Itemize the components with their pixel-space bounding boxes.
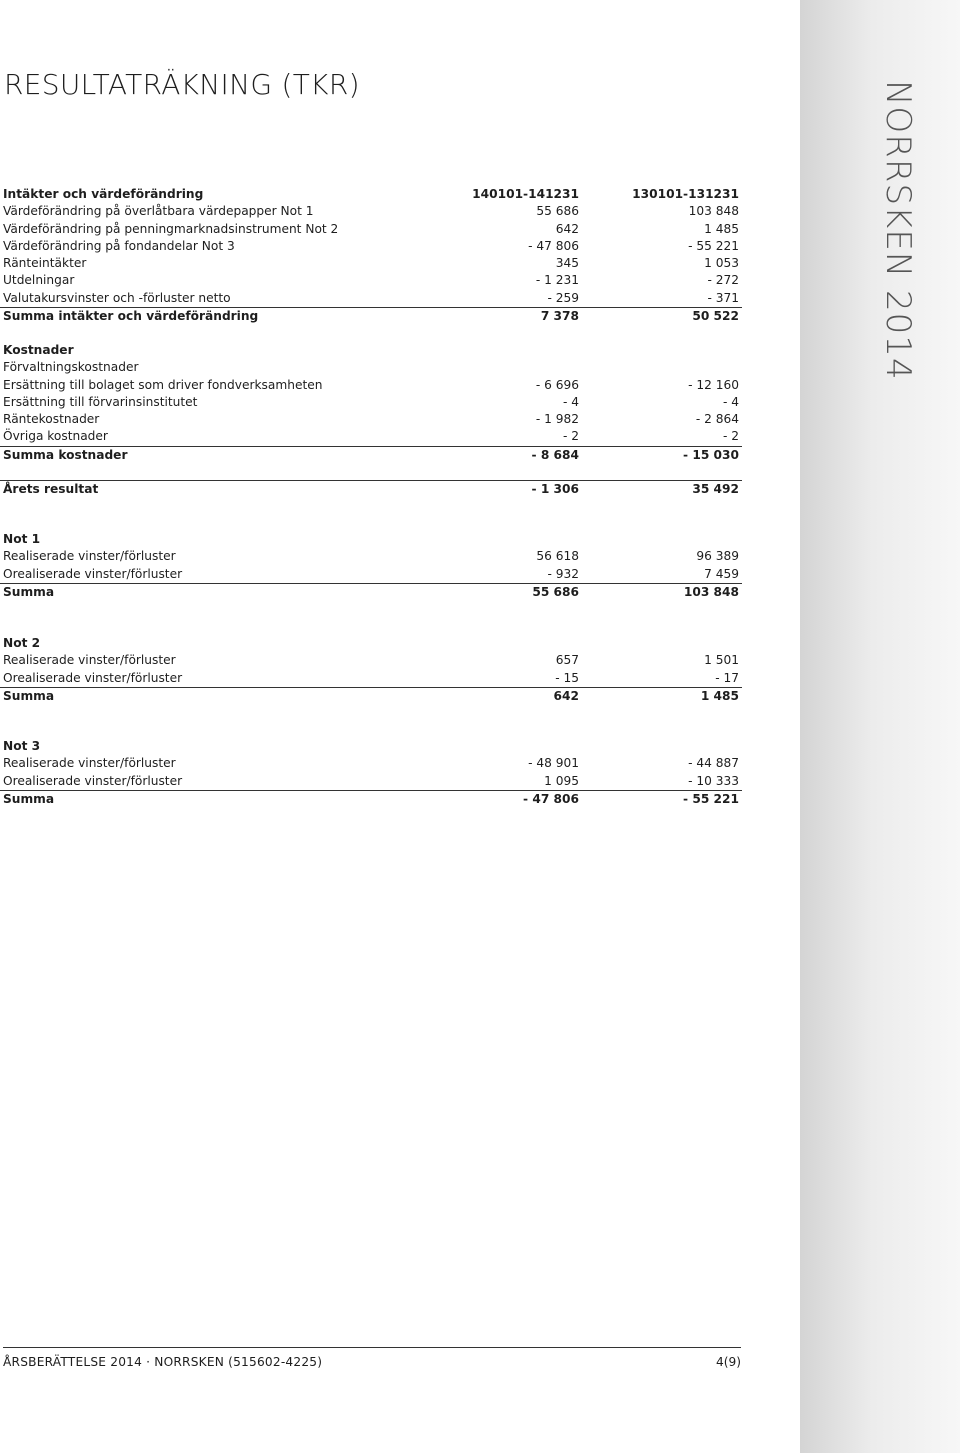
note-1-table — [0, 531, 742, 601]
row-label: Not 1 — [3, 532, 41, 546]
value-2013: - 17 — [715, 670, 739, 685]
value-2014: 56 618 — [536, 549, 579, 564]
value-2013: 7 459 — [704, 566, 739, 581]
value-2013: - 2 864 — [695, 412, 739, 427]
row-label: Värdeförändring på fondandelar Not 3 — [3, 238, 235, 253]
table-row — [0, 203, 742, 220]
value-2014: 657 — [555, 653, 579, 668]
row-label: Orealiserade vinster/förluster — [3, 566, 183, 581]
total-row — [0, 583, 742, 601]
value-2014: - 48 901 — [528, 756, 579, 771]
row-label: Förvaltningskostnader — [3, 360, 139, 375]
value-2013: 1 485 — [704, 221, 739, 236]
value-2013: 130101-131231 — [632, 187, 739, 201]
value-2014: - 2 — [562, 429, 579, 444]
row-label: Summa intäkter och värdeförändring — [3, 309, 259, 324]
value-2013: - 4 — [722, 394, 739, 409]
value-2014: - 1 231 — [535, 273, 579, 288]
value-2013: 1 501 — [704, 653, 739, 668]
total-row — [0, 790, 742, 808]
row-label: Summa — [3, 791, 55, 806]
row-label: Ersättning till förvarinsinstitutet — [3, 394, 198, 409]
row-label: Orealiserade vinster/förluster — [3, 670, 183, 685]
row-label: Realiserade vinster/förluster — [3, 549, 176, 564]
page-number: 4(9) — [715, 1355, 741, 1369]
value-2014: - 6 696 — [535, 377, 579, 392]
value-2014: - 47 806 — [523, 791, 579, 806]
value-2013: - 2 — [722, 429, 739, 444]
table-row — [0, 773, 742, 790]
row-label: Ränteintäkter — [3, 256, 87, 271]
table-row — [0, 566, 742, 583]
value-2013: - 44 887 — [688, 756, 739, 771]
value-2013: - 55 221 — [683, 791, 739, 806]
table-row — [0, 255, 742, 272]
value-2014: - 259 — [547, 290, 579, 305]
value-2014: - 8 684 — [531, 447, 579, 462]
value-2014: 1 095 — [544, 773, 579, 788]
row-label: Utdelningar — [3, 273, 75, 288]
value-2014: 55 686 — [532, 584, 579, 599]
table-row — [0, 342, 742, 359]
note-2-table — [0, 635, 742, 705]
total-row — [0, 307, 742, 325]
note-3-table — [0, 738, 742, 808]
table-row — [0, 238, 742, 255]
costs-table — [0, 342, 742, 464]
table-row — [0, 670, 742, 687]
footer-text: ÅRSBERÄTTELSE 2014 · NORRSKEN (515602-4225) — [3, 1355, 323, 1369]
table-row — [0, 272, 742, 289]
value-2013: - 10 333 — [688, 773, 739, 788]
total-row — [0, 446, 742, 464]
value-2013: - 272 — [707, 273, 739, 288]
row-label: Realiserade vinster/förluster — [3, 653, 176, 668]
page-title: RESULTATRÄKNING (TKR) — [4, 68, 360, 101]
result-table — [0, 480, 742, 498]
footer-divider — [3, 1347, 741, 1348]
table-row — [0, 359, 742, 376]
row-label: Summa — [3, 688, 55, 703]
value-2014: - 932 — [547, 566, 579, 581]
table-row — [0, 652, 742, 669]
value-2014: - 47 806 — [528, 238, 579, 253]
value-2014: - 4 — [562, 394, 579, 409]
row-label: Summa — [3, 584, 55, 599]
row-label: Not 2 — [3, 636, 41, 650]
row-label: Intäkter och värdeförändring — [3, 187, 204, 201]
value-2013: - 12 160 — [688, 377, 739, 392]
value-2013: 35 492 — [692, 482, 739, 496]
row-label: Summa kostnader — [3, 447, 128, 462]
table-row — [0, 186, 742, 203]
row-label: Orealiserade vinster/förluster — [3, 773, 183, 788]
row-label: Värdeförändring på överlåtbara värdepapper Not 1 — [3, 204, 314, 219]
row-label: Övriga kostnader — [3, 429, 108, 444]
row-label: Valutakursvinster och -förluster netto — [3, 290, 231, 305]
brand-vertical-title: NORRSKEN 2014 — [878, 80, 918, 381]
value-2013: 96 389 — [696, 549, 739, 564]
row-label: Årets resultat — [3, 482, 99, 496]
table-row — [0, 394, 742, 411]
value-2014: 7 378 — [540, 309, 579, 324]
value-2013: - 15 030 — [683, 447, 739, 462]
table-row — [0, 377, 742, 394]
row-label: Räntekostnader — [3, 412, 100, 427]
value-2013: 103 848 — [683, 584, 739, 599]
value-2014: 642 — [555, 221, 579, 236]
row-label: Värdeförändring på penningmarknadsinstrument Not 2 — [3, 221, 339, 236]
table-row — [0, 635, 742, 652]
table-row — [0, 428, 742, 445]
total-row — [0, 480, 742, 498]
table-row — [0, 738, 742, 755]
table-row — [0, 290, 742, 307]
value-2014: 55 686 — [536, 204, 579, 219]
value-2013: - 371 — [707, 290, 739, 305]
value-2013: 50 522 — [692, 309, 739, 324]
row-label: Kostnader — [3, 343, 74, 357]
table-row — [0, 755, 742, 772]
table-row — [0, 531, 742, 548]
value-2014: 642 — [553, 688, 579, 703]
income-table — [0, 186, 742, 325]
value-2014: - 1 306 — [531, 482, 579, 496]
row-label: Not 3 — [3, 739, 41, 753]
value-2014: - 15 — [555, 670, 579, 685]
value-2013: 103 848 — [688, 204, 739, 219]
row-label: Realiserade vinster/förluster — [3, 756, 176, 771]
value-2013: - 55 221 — [688, 238, 739, 253]
value-2014: 345 — [555, 256, 579, 271]
table-row — [0, 221, 742, 238]
value-2013: 1 485 — [700, 688, 739, 703]
total-row — [0, 687, 742, 705]
value-2014: 140101-141231 — [472, 187, 579, 201]
table-row — [0, 548, 742, 565]
table-row — [0, 411, 742, 428]
row-label: Ersättning till bolaget som driver fondverksamheten — [3, 377, 323, 392]
value-2014: - 1 982 — [535, 412, 579, 427]
value-2013: 1 053 — [704, 256, 739, 271]
